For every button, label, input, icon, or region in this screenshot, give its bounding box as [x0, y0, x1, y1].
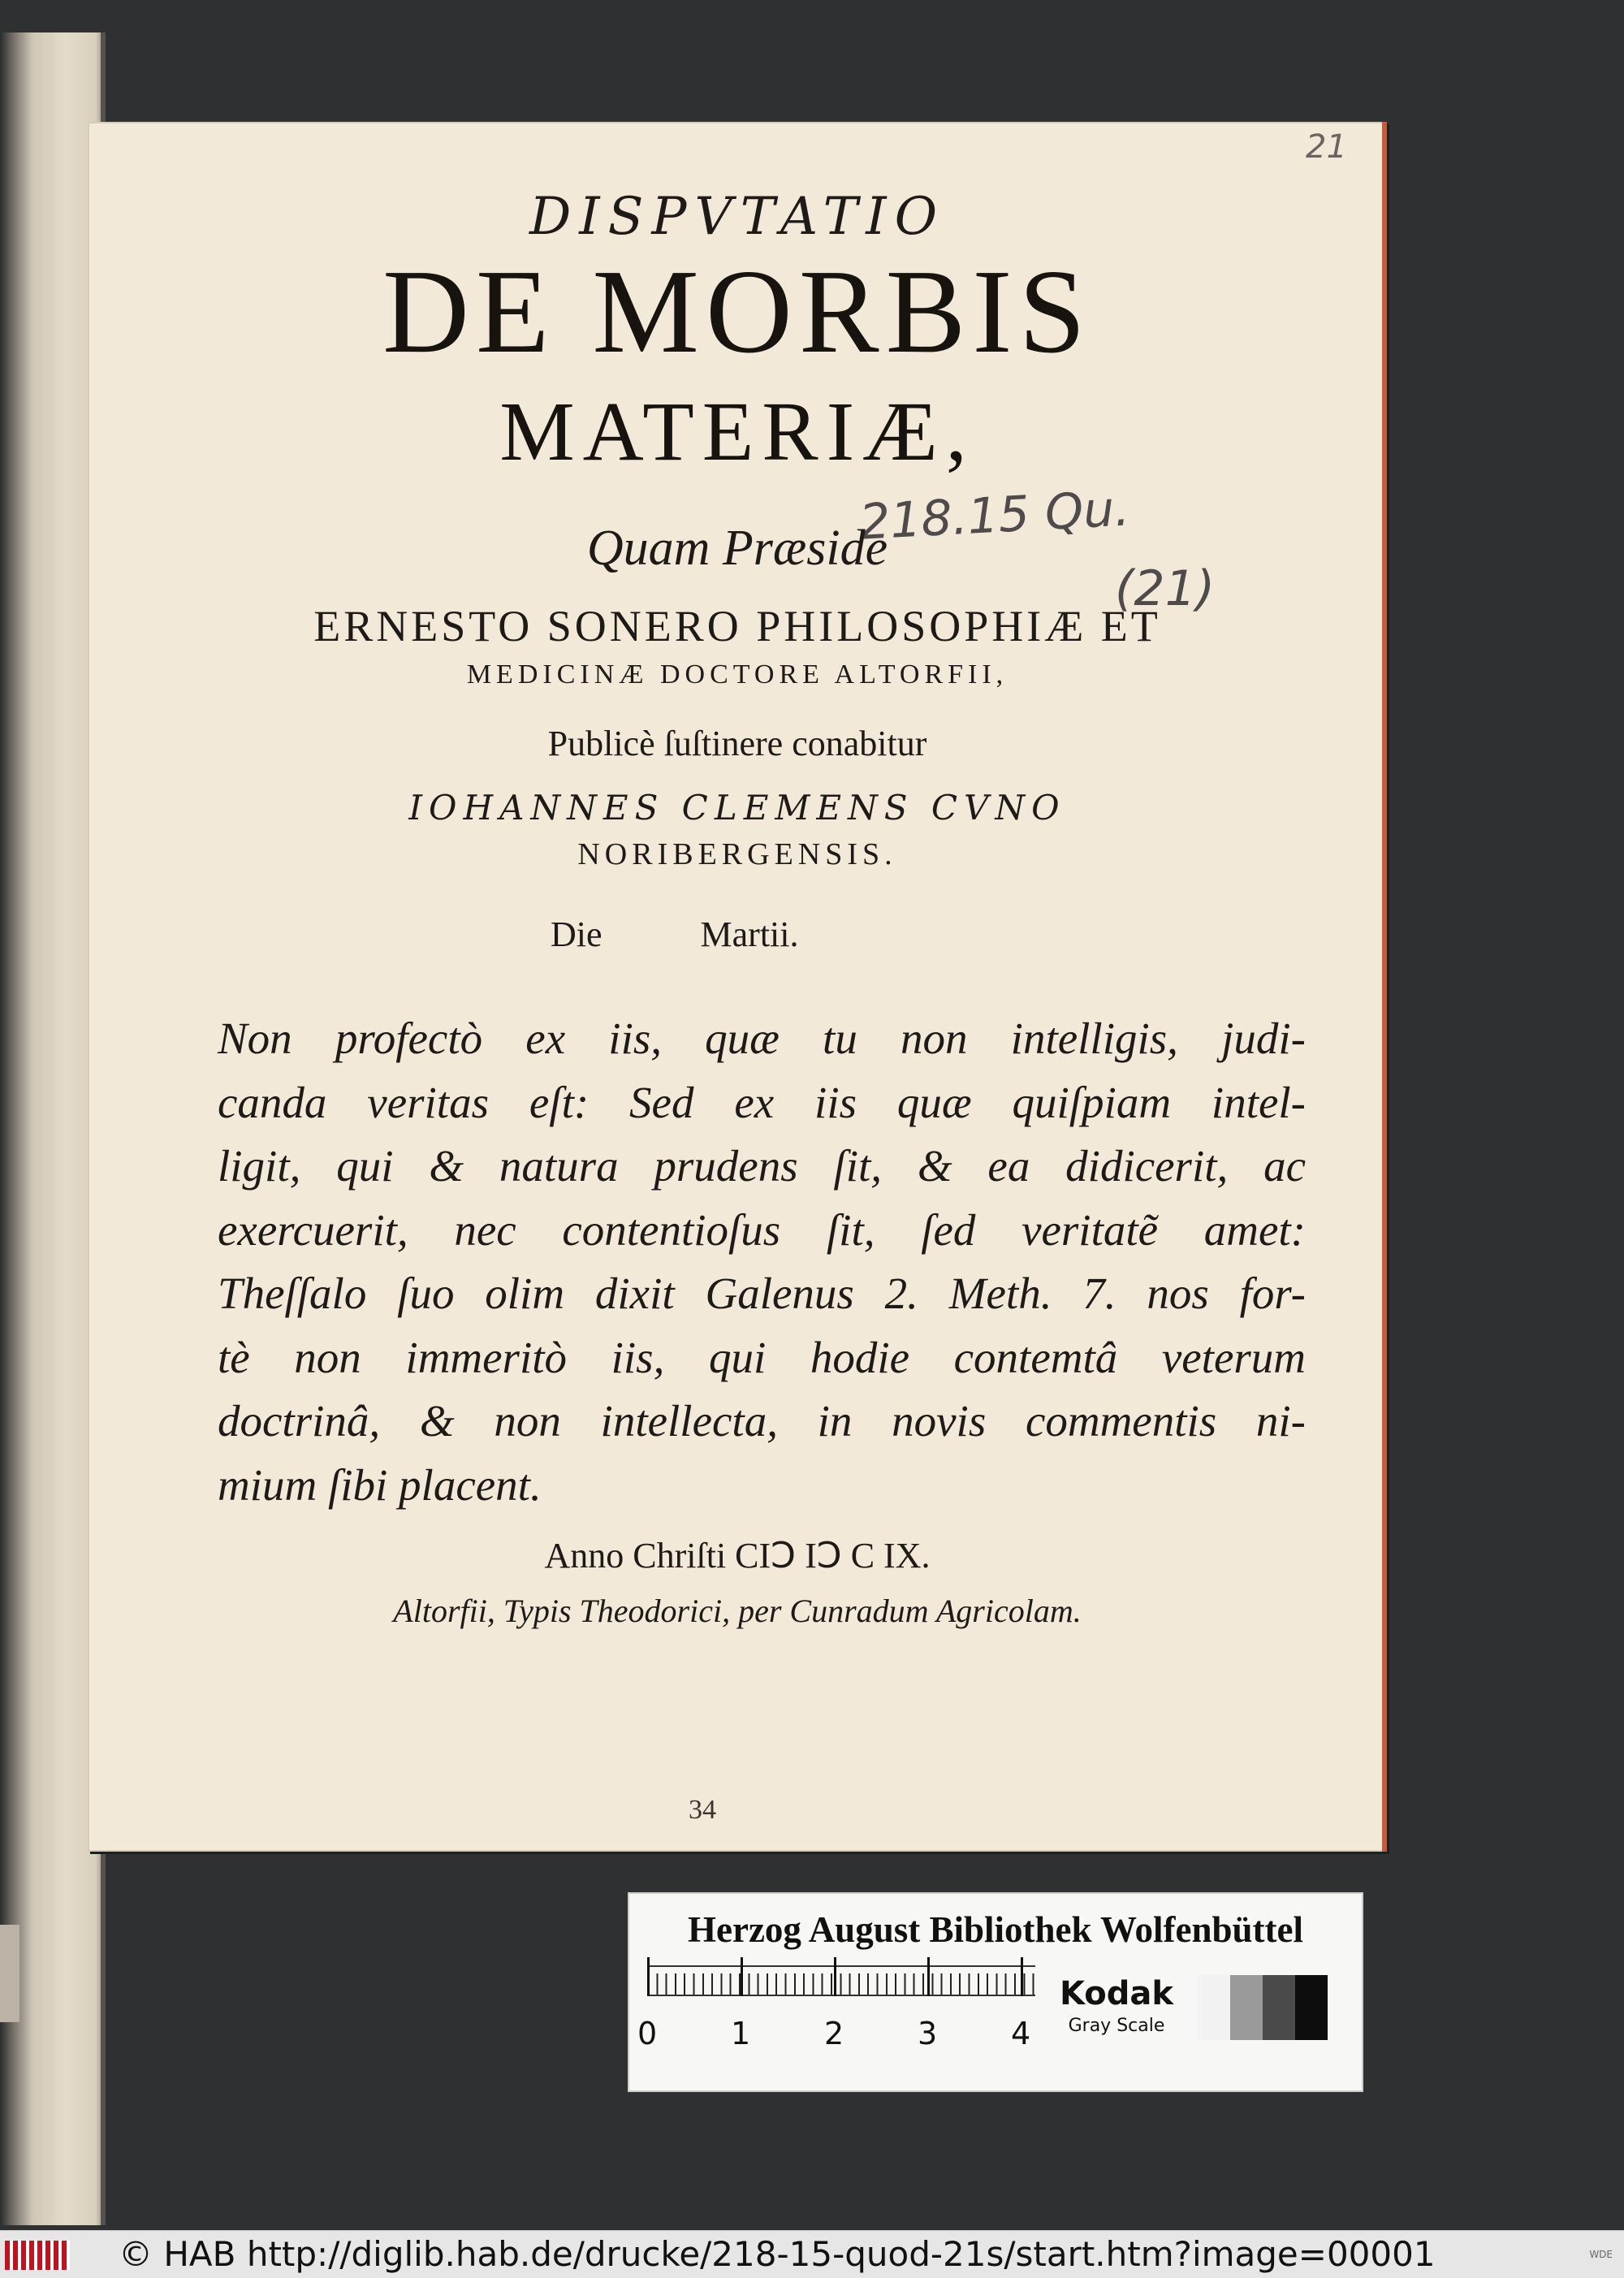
handwritten-shelf-number: (21): [1115, 560, 1216, 617]
praeses-title: MEDICINÆ DOCTORE ALTORFII,: [466, 659, 1009, 689]
quote-line: doctrinâ, & non intellecta, in novis commentis ni-: [218, 1396, 1306, 1446]
quote-line: canda veritas eſt: Sed ex iis quæ quiſpiam intel-: [218, 1077, 1306, 1127]
quote-line: exercuerit, nec contentioſus ſit, ſed veritatẽ amet:: [218, 1204, 1306, 1255]
ruler-label: 4: [1011, 2016, 1031, 2051]
imprint-line: Altorfii, Typis Theodorici, per Cunradum Agricolam.: [393, 1593, 1082, 1629]
quote-line: ligit, qui & natura prudens ſit, & ea didicerit, ac: [218, 1141, 1306, 1191]
page-number: 34: [689, 1795, 716, 1825]
anno-line: Anno Chriſti CIↃ IↃ C IX.: [544, 1536, 931, 1576]
respondent-origin: NORIBERGENSIS.: [577, 837, 897, 871]
quote-line: tè non immeritò iis, qui hodie contemtâ veterum: [218, 1332, 1306, 1382]
ruler-label: 3: [918, 2016, 938, 2051]
praeses-name: ERNESTO SONERO PHILOSOPHIÆ ET: [313, 602, 1161, 651]
title-page: [88, 122, 1387, 1852]
motto-quote: [218, 1007, 1306, 1517]
ruler-label: 0: [637, 2016, 658, 2051]
ruler-major-tick: [741, 1957, 743, 1996]
handwritten-folio-number: 21: [1306, 128, 1347, 166]
handwritten-shelfmark: 218.15 Qu.: [857, 480, 1131, 551]
kodak-gray-scale-label: Gray Scale: [1068, 2016, 1165, 2036]
gray-swatch: [1295, 1975, 1328, 2040]
ruler-label: 2: [824, 2016, 844, 2051]
date-line: [551, 914, 799, 955]
gray-swatch: [1230, 1975, 1263, 2040]
footer-mark: WDE: [1589, 2249, 1613, 2260]
scan-strip: [0, 1925, 19, 2022]
ruler-top-line: [647, 1965, 1035, 1967]
date-die: Die: [551, 914, 603, 954]
title-line-1: DISPVTATIO: [529, 187, 946, 247]
ruler-major-tick: [927, 1957, 930, 1996]
ruler-major-tick: [834, 1957, 836, 1996]
gray-swatch: [1198, 1975, 1230, 2040]
hab-logo-icon: [5, 2241, 70, 2270]
footer-copyright-url[interactable]: © HAB http://diglib.hab.de/drucke/218-15-quod-21s/start.htm?image=00001: [119, 2234, 1436, 2274]
ruler-major-tick: [1021, 1957, 1023, 1996]
respondent-name: IOHANNES CLEMENS CVNO: [408, 788, 1066, 828]
ruler-ticks: [647, 1965, 1035, 1996]
quote-line: Non profectò ex iis, quæ tu non intelligis, judi-: [218, 1014, 1306, 1063]
title-line-2: DE MORBIS: [382, 245, 1092, 378]
publice-line: Publicè ſuſtinere conabitur: [547, 724, 927, 763]
color-target-card: [628, 1892, 1363, 2092]
quote-line: Theſſalo ſuo olim dixit Galenus 2. Meth. 7. nos for-: [218, 1269, 1306, 1318]
gray-swatch: [1263, 1975, 1295, 2040]
ruler-bottom-line: [647, 1995, 1035, 1997]
target-title: Herzog August Bibliothek Wolfenbüttel: [688, 1909, 1303, 1950]
date-month: Martii.: [700, 914, 799, 954]
footer-bar: [0, 2230, 1624, 2278]
kodak-brand: Kodak: [1060, 1975, 1173, 2012]
title-line-3: MATERIÆ,: [499, 385, 975, 478]
quote-line: mium ſibi placent.: [218, 1459, 542, 1510]
praeside-line: Quam Præside: [586, 521, 888, 576]
ruler-major-tick: [647, 1957, 650, 1996]
gray-swatches: [1198, 1975, 1328, 2040]
ruler-label: 1: [731, 2016, 751, 2051]
